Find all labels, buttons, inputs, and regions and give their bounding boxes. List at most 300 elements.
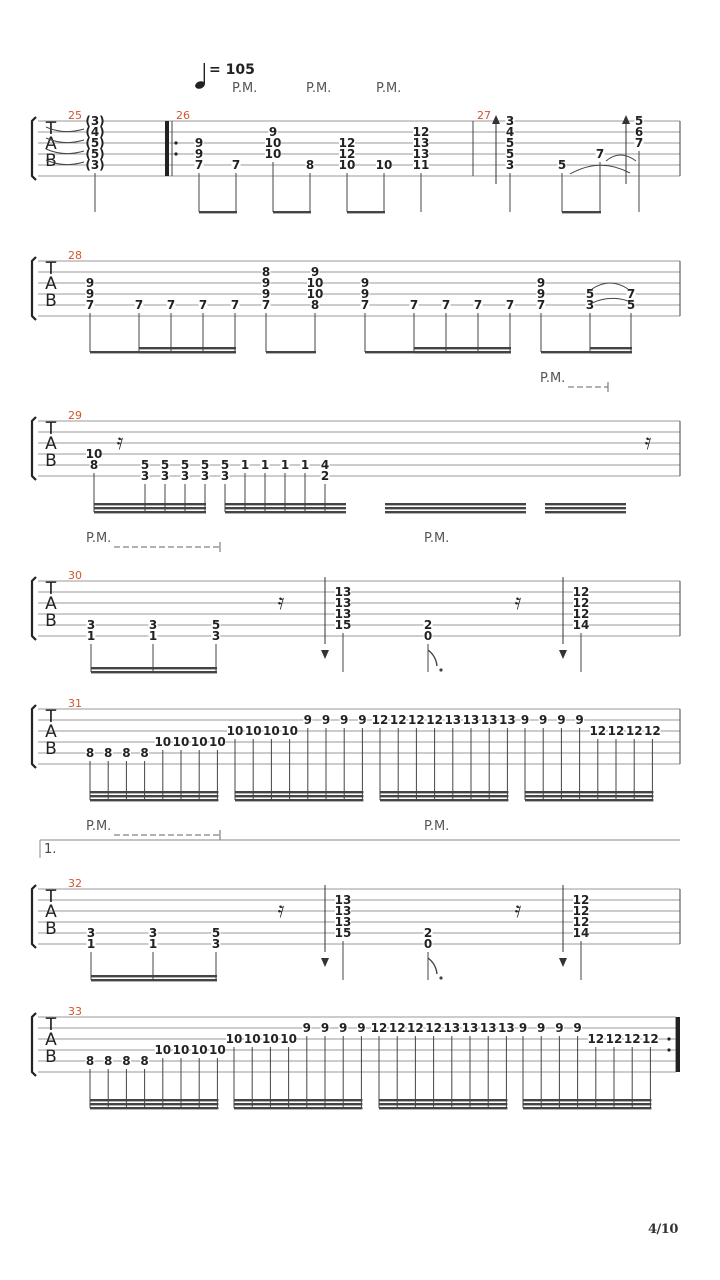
fret-number: 9 [360,287,370,301]
fret-number: 1 [260,458,270,472]
tie-arc [606,155,636,161]
fret-number: 12 [605,1032,623,1046]
fret-number: 9 [321,713,331,727]
fret-number: 12 [412,125,430,139]
tab-clef-letter: B [45,151,57,171]
sixteenth-rest-icon: 𝄿 [277,590,285,615]
dotted-note-icon [439,668,442,671]
note-beam [139,351,236,353]
tab-clef-letter: T [45,259,57,279]
fret-number: 13 [443,1021,461,1035]
fret-number: 13 [334,585,352,599]
fret-number: 7 [473,298,483,312]
note-beam [379,1103,507,1105]
tab-clef-letter: T [45,579,57,599]
fret-number: 5 [220,458,230,472]
fret-number: 7 [634,136,644,150]
fret-number: 13 [334,915,352,929]
note-beam [235,799,363,801]
fret-number: 13 [412,147,430,161]
fret-number: 7 [230,298,240,312]
fret-number: 3 [148,618,158,632]
system-bracket [32,117,36,180]
fret-number: 12 [338,147,356,161]
fret-number: 8 [305,158,315,172]
fret-number: 8 [261,265,271,279]
note-beam [379,1107,507,1109]
fret-number: 1 [240,458,250,472]
fret-number: 5 [160,458,170,472]
fret-number: 3 [211,629,221,643]
fret-number: 9 [536,287,546,301]
arrowhead-icon [321,650,329,659]
fret-number: 10 [209,1043,226,1057]
system-bracket [32,417,36,480]
fret-number: 7 [194,158,204,172]
repeat-dot [174,141,177,144]
fret-number: 7 [626,287,636,301]
tie-arc [592,298,628,303]
fret-number: 12 [371,713,389,727]
fret-number: 9 [194,136,204,150]
fret-number: 7 [166,298,176,312]
note-beam [523,1103,651,1105]
fret-number: 9 [320,1021,330,1035]
fret-number: (4) [85,125,105,139]
fret-number: 13 [334,607,352,621]
fret-number: 3 [86,618,96,632]
fret-number: 1 [280,458,290,472]
fret-number: 12 [607,724,625,738]
fret-number: 12 [589,724,607,738]
fret-number: 10 [172,735,190,749]
fret-number: 8 [104,746,113,760]
fret-number: 11 [412,158,430,172]
fret-number: 5 [180,458,190,472]
quarter-note-icon [194,62,210,90]
fret-number: 10 [306,276,324,290]
note-beam [235,795,363,797]
fret-number: 12 [572,607,590,621]
fret-number: 5 [211,618,221,632]
fret-number: 4 [505,125,515,139]
fret-number: 9 [310,265,320,279]
measure-number: 33 [68,1005,82,1018]
fret-number: 12 [388,1021,406,1035]
tab-clef-letter: A [45,902,57,922]
note-beam [225,503,346,505]
tab-clef-letter: T [45,707,57,727]
fret-number: 9 [536,276,546,290]
repeat-dot [667,1037,670,1040]
note-beam [525,795,653,797]
arrowhead-icon [622,115,630,124]
measure-number: 30 [68,569,82,582]
fret-number: 12 [425,1021,442,1035]
fret-number: 10 [154,735,172,749]
system-bracket [32,257,36,320]
fret-number: 9 [85,276,95,290]
system-bracket [32,1013,36,1076]
fret-number: 9 [194,147,204,161]
fret-number: 10 [263,724,280,738]
note-beam [523,1099,651,1101]
note-beam [379,1099,507,1101]
fret-number: 2 [423,926,433,940]
fret-number: 8 [310,298,320,312]
fret-number: 12 [572,915,590,929]
fret-number: 9 [520,713,530,727]
fret-number: 3 [505,158,515,172]
fret-number: 12 [572,596,590,610]
note-beam [347,211,385,213]
repeat-end-thick-bar [676,1017,680,1072]
fret-number: 9 [261,276,271,290]
note-beam [523,1107,651,1109]
fret-number: 5 [626,298,636,312]
note-beam [91,975,217,977]
note-beam [266,351,316,353]
note-beam [234,1103,362,1105]
fret-number: 8 [140,746,149,760]
note-beam [545,503,626,505]
note-beam [139,347,236,349]
fret-number: 15 [334,618,352,632]
measure-number: 32 [68,877,82,890]
fret-number: 10 [172,1043,190,1057]
arrowhead-icon [321,958,329,967]
note-beam [414,347,511,349]
fret-number: 9 [261,287,271,301]
fret-number: 5 [211,926,221,940]
fret-number: 10 [226,724,244,738]
tab-clef-letter: A [45,1030,57,1050]
arrowhead-icon [559,958,567,967]
fret-number: 12 [642,1032,659,1046]
note-beam [545,507,626,509]
fret-number: 3 [160,469,170,483]
fret-number: 6 [634,125,644,139]
tab-clef-letter: T [45,1015,57,1035]
fret-number: 13 [334,596,352,610]
tie-arc [592,283,628,289]
fret-number: 12 [407,1021,424,1035]
page-number: 4/10 [648,1222,678,1237]
fret-number: 9 [340,713,349,727]
palm-mute-label: P.M. [376,81,402,96]
fret-number: 13 [479,1021,497,1035]
fret-number: 7 [85,298,95,312]
fret-number: 9 [360,276,370,290]
palm-mute-label: P.M. [424,819,450,834]
fret-number: 7 [198,298,208,312]
fret-number: 8 [140,1054,149,1068]
fret-number: 5 [505,147,515,161]
fret-number: (3) [85,114,105,128]
fret-number: 9 [539,713,548,727]
fret-number: 8 [85,1054,95,1068]
fret-number: 12 [370,1021,388,1035]
fret-number: 12 [572,893,590,907]
fret-number: 3 [211,937,221,951]
measure-number: 25 [68,109,82,122]
sixteenth-rest-icon: 𝄿 [514,898,522,923]
fret-number: 1 [300,458,310,472]
volta-number: 1. [44,841,57,857]
fret-number: 9 [358,713,367,727]
system-bracket [32,705,36,768]
fret-number: 7 [231,158,241,172]
fret-number: 9 [339,1021,348,1035]
fret-number: 10 [190,1043,208,1057]
note-beam [90,795,218,797]
fret-number: 15 [334,926,352,940]
fret-number: 4 [320,458,330,472]
fret-number: 7 [360,298,370,312]
repeat-start-thick-bar [165,121,169,176]
fret-number: 5 [200,458,210,472]
fret-number: 10 [85,447,103,461]
sixteenth-rest-icon: 𝄿 [514,590,522,615]
tab-clef-letter: A [45,434,57,454]
fret-number: 3 [180,469,190,483]
fret-number: 10 [209,735,226,749]
measure-number: 28 [68,249,82,262]
fret-number: 7 [261,298,271,312]
note-beam [94,511,206,513]
fret-number: 10 [280,1032,297,1046]
fret-number: 1 [148,937,158,951]
tab-clef-letter: A [45,722,57,742]
fret-number: 7 [505,298,515,312]
fret-number: (3) [85,158,105,172]
note-beam [590,347,632,349]
fret-number: 12 [572,585,590,599]
fret-number: 13 [334,904,352,918]
note-beam [380,795,508,797]
fret-number: 10 [306,287,324,301]
note-beam [545,511,626,513]
fret-number: 2 [423,618,433,632]
fret-number: 1 [148,629,158,643]
tab-clef-letter: A [45,274,57,294]
note-beam [90,1103,218,1105]
fret-number: 10 [243,1032,261,1046]
fret-number: 3 [220,469,230,483]
fret-number: 10 [154,1043,172,1057]
fret-number: 9 [85,287,95,301]
fret-number: 8 [104,1054,113,1068]
fret-number: 12 [623,1032,641,1046]
fret-number: 5 [557,158,567,172]
fret-number: 1 [86,629,96,643]
measure-number: 26 [176,109,190,122]
note-beam [91,979,217,981]
fret-number: 10 [190,735,208,749]
palm-mute-label: P.M. [86,819,112,834]
note-beam [199,211,237,213]
note-beam [94,507,206,509]
palm-mute-label: P.M. [86,531,112,546]
note-beam [90,1107,218,1109]
measure-number: 29 [68,409,82,422]
fret-number: 10 [225,1032,243,1046]
fret-number: 12 [625,724,643,738]
fret-number: 10 [262,1032,279,1046]
fret-number: 14 [572,926,590,940]
fret-number: 9 [303,713,312,727]
note-beam [414,351,511,353]
fret-number: 3 [86,926,96,940]
note-beam [273,211,311,213]
note-flag [428,958,437,974]
fret-number: 12 [587,1032,605,1046]
measure-number: 31 [68,697,82,710]
note-beam [385,503,526,505]
sixteenth-rest-icon: 𝄿 [116,430,124,455]
arrowhead-icon [559,650,567,659]
note-beam [225,507,346,509]
palm-mute-label: P.M. [424,531,450,546]
fret-number: 10 [264,136,282,150]
tab-clef-letter: T [45,887,57,907]
fret-number: 9 [537,1021,546,1035]
note-beam [225,511,346,513]
fret-number: 13 [499,713,516,727]
system-bracket [32,885,36,948]
sixteenth-rest-icon: 𝄿 [644,430,652,455]
tab-clef-letter: B [45,739,57,759]
tab-clef-letter: B [45,291,57,311]
fret-number: 13 [480,713,498,727]
fret-number: 9 [268,125,278,139]
fret-number: 3 [140,469,150,483]
note-beam [90,799,218,801]
palm-mute-label: P.M. [306,81,332,96]
fret-number: 5 [585,287,595,301]
repeat-dot [174,152,177,155]
fret-number: 13 [412,136,430,150]
fret-number: 12 [389,713,407,727]
note-beam [525,799,653,801]
fret-number: 7 [441,298,451,312]
fret-number: 10 [375,158,393,172]
tab-system [32,417,680,513]
fret-number: 3 [505,114,515,128]
fret-number: 7 [134,298,144,312]
note-beam [94,503,206,505]
note-beam [90,791,218,793]
fret-number: 7 [595,147,605,161]
note-beam [234,1099,362,1101]
fret-number: 13 [334,893,352,907]
fret-number: 0 [423,937,433,951]
fret-number: 10 [264,147,282,161]
fret-number: 13 [461,1021,479,1035]
fret-number: 9 [302,1021,311,1035]
fret-number: 0 [423,629,433,643]
note-beam [380,799,508,801]
fret-number: 7 [536,298,546,312]
fret-number: (5) [85,147,105,161]
note-beam [90,1099,218,1101]
fret-number: 14 [572,618,590,632]
note-beam [562,211,601,213]
tab-system [32,115,680,213]
fret-number: (5) [85,136,105,150]
note-beam [91,671,217,673]
fret-number: 7 [409,298,419,312]
fret-number: 12 [644,724,661,738]
note-beam [234,1107,362,1109]
palm-mute-label: P.M. [232,81,258,96]
fret-number: 8 [89,458,99,472]
fret-number: 8 [122,1054,131,1068]
fret-number: 12 [408,713,425,727]
note-beam [235,791,363,793]
fret-number: 9 [573,1021,582,1035]
note-beam [385,511,526,513]
system-bracket [32,577,36,640]
fret-number: 10 [244,724,262,738]
fret-number: 9 [518,1021,528,1035]
note-beam [590,351,632,353]
tab-clef-letter: A [45,134,57,154]
arrowhead-icon [492,115,500,124]
fret-number: 5 [140,458,150,472]
fret-number: 10 [281,724,298,738]
tab-clef-letter: T [45,119,57,139]
fret-number: 13 [444,713,462,727]
fret-number: 5 [634,114,644,128]
note-beam [525,791,653,793]
fret-number: 9 [557,713,566,727]
note-flag [428,650,437,666]
fret-number: 3 [200,469,210,483]
tab-clef-letter: A [45,594,57,614]
fret-number: 12 [426,713,443,727]
fret-number: 5 [505,136,515,150]
tab-system [32,257,680,353]
fret-number: 10 [338,158,356,172]
palm-mute-label: P.M. [540,371,566,386]
fret-number: 13 [462,713,480,727]
fret-number: 3 [148,926,158,940]
fret-number: 9 [555,1021,564,1035]
tab-clef-letter: B [45,451,57,471]
fret-number: 9 [357,1021,366,1035]
fret-number: 12 [338,136,356,150]
sixteenth-rest-icon: 𝄿 [277,898,285,923]
fret-number: 3 [585,298,595,312]
fret-number: 13 [498,1021,515,1035]
tab-clef-letter: B [45,919,57,939]
note-beam [385,507,526,509]
fret-number: 1 [86,937,96,951]
repeat-dot [667,1048,670,1051]
note-beam [91,667,217,669]
tab-clef-letter: B [45,611,57,631]
fret-number: 8 [85,746,95,760]
fret-number: 12 [572,904,590,918]
note-beam [380,791,508,793]
fret-number: 9 [575,713,584,727]
tab-clef-letter: B [45,1047,57,1067]
measure-number: 27 [477,109,491,122]
tempo-marking: = 105 [209,62,255,78]
dotted-note-icon [439,976,442,979]
fret-number: 2 [320,469,330,483]
